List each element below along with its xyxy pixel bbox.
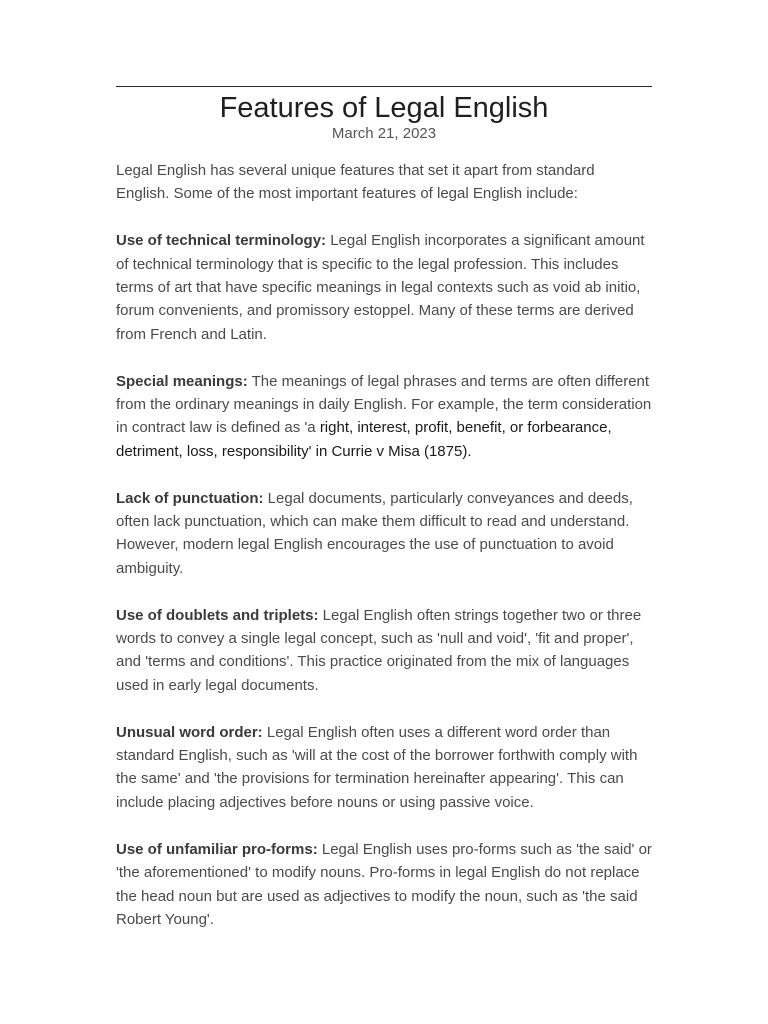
section-text: Legal English uses pro-forms such as 'the said' or 'the aforementioned' to modify nouns. Pro-forms in legal English do not replace the head noun but are used as adjectives to modify the noun, such as 'the said Robert Young'. [116, 840, 652, 928]
section-text: Legal English incorporates a significant amount of technical terminology that is specific to the legal profession. This includes terms of art that have specific meanings in legal contexts such as void ab initio, forum convenients, and promissory estoppel. Many of these terms are derived from French and Latin. [116, 232, 645, 343]
section-unfamiliar-pro-forms [116, 838, 652, 932]
intro-paragraph: Legal English has several unique features that set it apart from standard English. Some of the most important features of legal English include: [116, 162, 595, 203]
document-page [116, 86, 652, 955]
publish-date: March 21, 2023 [331, 125, 437, 142]
section-label: Lack of punctuation: [116, 489, 264, 507]
section-label: Special meanings: [116, 372, 248, 390]
section-label: Use of unfamiliar pro-forms: [116, 840, 318, 858]
top-divider [116, 86, 652, 87]
section-text: Legal English often strings together two or three words to convey a single legal concept, such as 'null and void', 'fit and proper', and 'terms and conditions'. This practice originated from the mix of languages used in early legal documents. [116, 606, 642, 694]
section-lack-of-punctuation [116, 487, 652, 581]
section-special-meanings [116, 370, 652, 464]
section-technical-terminology [116, 229, 652, 346]
section-label: Use of doublets and triplets: [116, 606, 319, 624]
section-label: Unusual word order: [116, 723, 263, 741]
section-text: Legal documents, particularly conveyances and deeds, often lack punctuation, which can make them difficult to read and understand. However, modern legal English encourages the use of punctuation to avoid ambiguity. [116, 489, 633, 577]
section-text: Legal English often uses a different word order than standard English, such as 'will at the cost of the borrower forthwith comply with the same' and 'the provisions for termination hereinafter appearing'. This can include placing adjectives before nouns or using passive voice. [116, 723, 638, 811]
section-label: Use of technical terminology: [116, 232, 327, 250]
section-quote: right, interest, profit, benefit, or forbearance, detriment, loss, responsibility' in Currie v Misa (1875). [116, 419, 612, 460]
section-text: The meanings of legal phrases and terms are often different from the ordinary meanings in daily English. For example, the term consideration in contract law is defined as 'a [116, 372, 652, 437]
article-body [116, 159, 652, 931]
page-title: Features of Legal English [219, 92, 549, 124]
section-doublets-triplets [116, 604, 652, 698]
section-unusual-word-order [116, 721, 652, 815]
